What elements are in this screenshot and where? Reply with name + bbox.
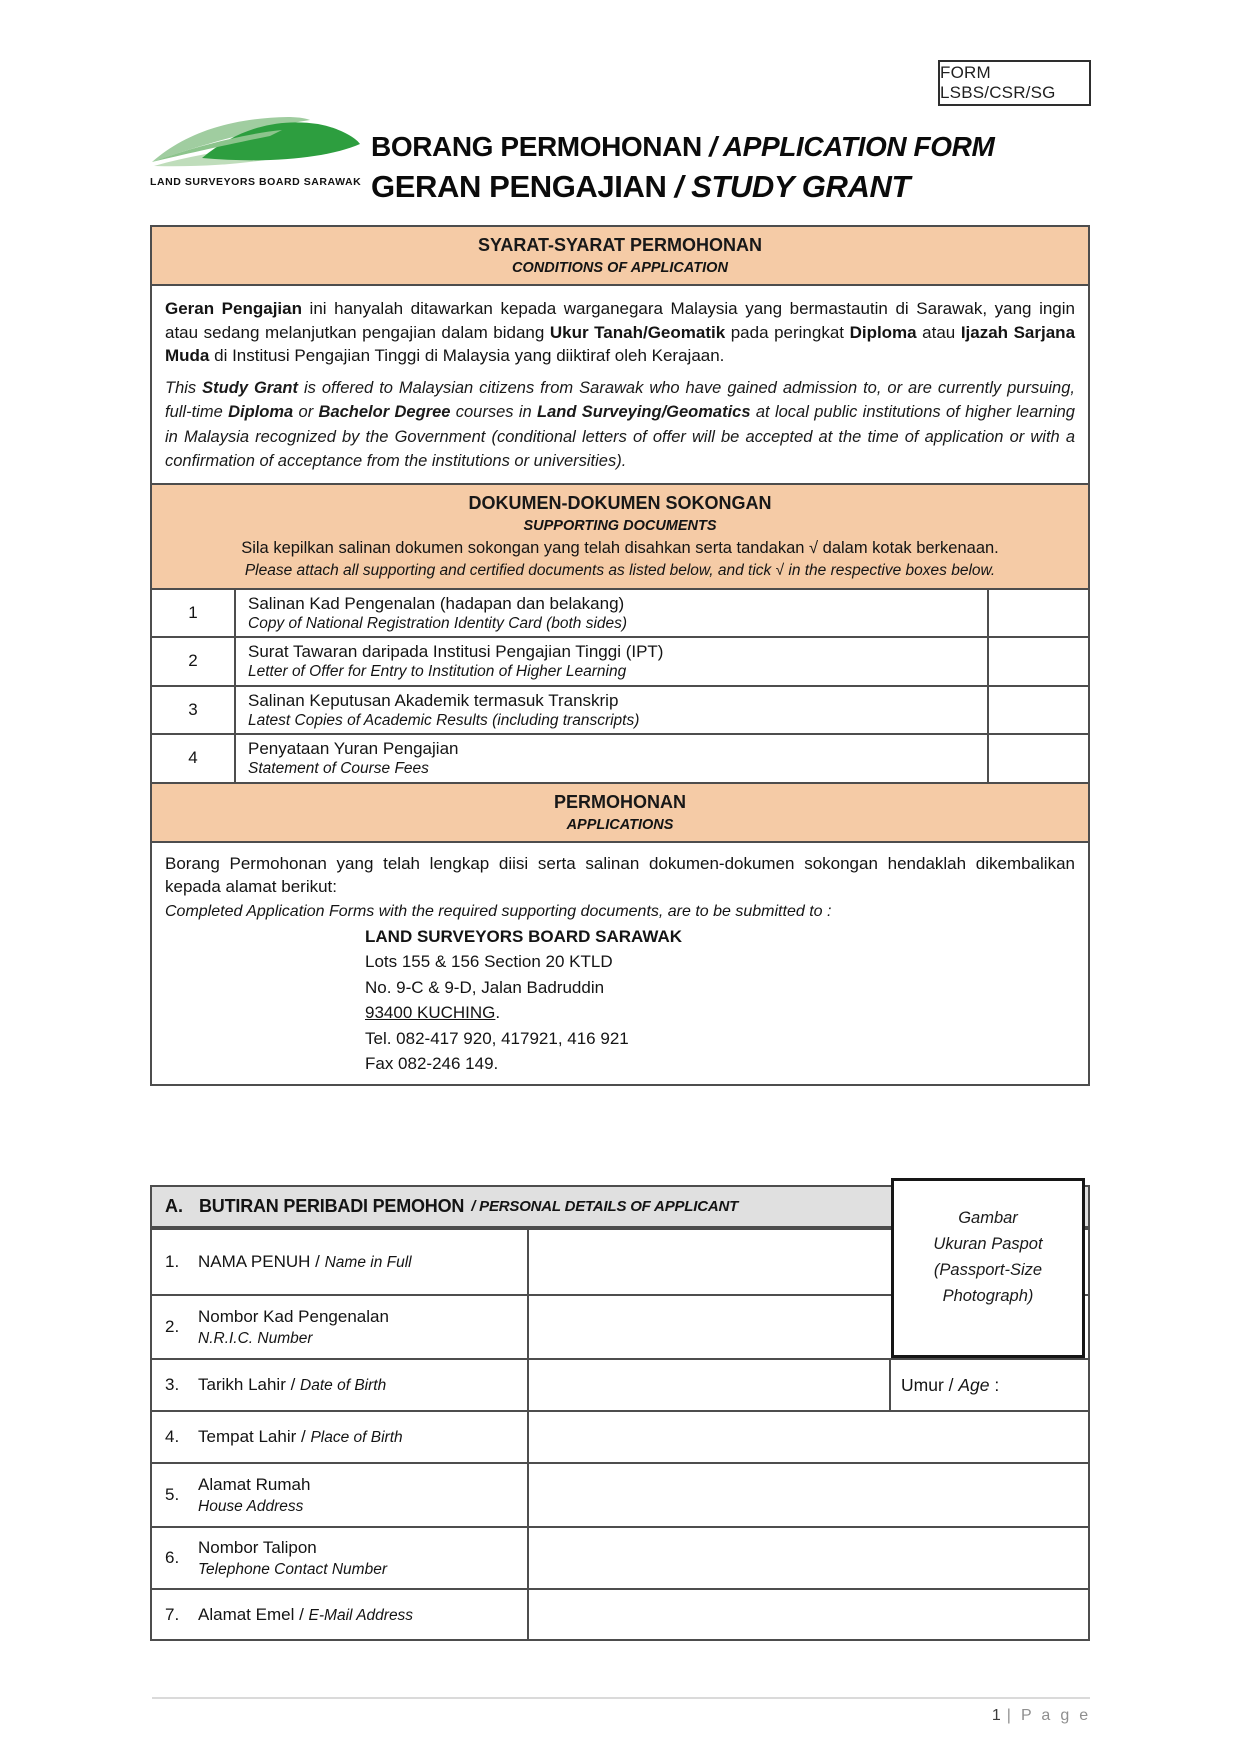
tick-checkbox-cell-1[interactable] — [987, 590, 1088, 637]
document-label-ms: Penyataan Yuran Pengajian — [248, 739, 459, 758]
age-cell[interactable] — [889, 1360, 1088, 1410]
row-date-of-birth: 3. Tarikh Lahir / Date of Birth Umur / Age : — [152, 1358, 1088, 1410]
document-row-4 — [152, 733, 1088, 782]
tick-checkbox-cell-2[interactable] — [987, 638, 1088, 685]
document-label-en: Latest Copies of Academic Results (including transcripts) — [248, 711, 640, 729]
tick-checkbox-cell-4[interactable] — [987, 735, 1088, 782]
main-info-table — [150, 225, 1090, 1086]
document-number: 4 — [152, 735, 236, 782]
applications-title-en: APPLICATIONS — [566, 816, 674, 833]
address-line-2: No. 9-C & 9-D, Jalan Badruddin — [365, 977, 605, 997]
input-telephone-number[interactable] — [529, 1528, 1088, 1588]
conditions-paragraph-ms: Geran Pengajian ini hanyalah ditawarkan kepada warganegara Malaysia yang bermastautin di Sarawak, yang ingin atau sedang melanjutkan pengajian dalam bidang Ukur Tanah/Geomatik pada peringkat Diploma atau Ijazah Sarjana Muda di Institusi Pengajian Tinggi di Malaysia yang diiktiraf oleh Kerajaan. — [165, 299, 1076, 365]
conditions-header — [152, 227, 1088, 284]
page-number: 1 | P a g e — [991, 1707, 1091, 1724]
conditions-body — [152, 284, 1088, 483]
lsbs-logo-graphic — [150, 114, 364, 174]
passport-photo-box[interactable]: Gambar Ukuran Paspot (Passport-Size Photograph) — [891, 1178, 1085, 1358]
address-telephone: Tel. 082-417 920, 417921, 416 921 — [365, 1028, 629, 1048]
submission-paragraph-en: Completed Application Forms with the required supporting documents, are to be submitted to : — [165, 902, 832, 920]
documents-title-ms: DOKUMEN-DOKUMEN SOKONGAN — [468, 492, 772, 513]
title-line-1: BORANG PERMOHONAN / APPLICATION FORM — [371, 131, 995, 162]
row-nric-number: 2. Nombor Kad Pengenalan N.R.I.C. Number — [152, 1294, 1088, 1358]
applications-title-ms: PERMOHONAN — [553, 791, 686, 812]
logo-caption: LAND SURVEYORS BOARD SARAWAK — [150, 176, 362, 188]
row-number: 5. — [165, 1485, 180, 1504]
section-letter: A. — [165, 1196, 183, 1216]
row-name-in-full: 1. NAMA PENUH / Name in Full — [152, 1228, 1088, 1294]
row-number: 2. — [165, 1317, 180, 1336]
section-a-title-ms: BUTIRAN PERIBADI PEMOHON — [199, 1196, 465, 1216]
submission-address — [365, 924, 1075, 1077]
document-label-ms: Salinan Keputusan Akademik termasuk Transkrip — [248, 690, 619, 710]
address-fax: Fax 082-246 149. — [365, 1054, 499, 1073]
conditions-paragraph-en: This Study Grant is offered to Malaysian citizens from Sarawak who have gained admission to, or are currently pursuing, full-time Diploma or Bachelor Degree courses in Land Surveying/Geomatics at local public institutions of higher learning in Malaysia recognized by the Government (conditional letters of offer will be accepted at the time of application or with a confirmation of acceptance from the institutions or universities). — [165, 378, 1075, 470]
documents-instruction-en: Please attach all supporting and certified documents as listed below, and tick √ in the respective boxes below. — [244, 561, 996, 579]
row-telephone-number: 6. Nombor Talipon Telephone Contact Number — [152, 1526, 1088, 1588]
form-code-box — [938, 60, 1091, 106]
document-row-2 — [152, 636, 1088, 685]
document-label-en: Letter of Offer for Entry to Institution of Higher Learning — [248, 663, 627, 680]
row-number: 6. — [165, 1548, 180, 1567]
input-date-of-birth[interactable] — [529, 1360, 889, 1410]
input-place-of-birth[interactable] — [529, 1412, 1088, 1462]
submission-body — [152, 841, 1088, 1084]
row-house-address: 5. Alamat Rumah House Address — [152, 1462, 1088, 1526]
conditions-title-ms: SYARAT-SYARAT PERMOHONAN — [477, 235, 763, 255]
section-a-title-en: / PERSONAL DETAILS OF APPLICANT — [471, 1198, 739, 1215]
input-house-address[interactable] — [529, 1464, 1088, 1526]
input-email-address[interactable] — [529, 1590, 1088, 1639]
document-label-en: Copy of National Registration Identity Card (both sides) — [248, 614, 628, 632]
document-number: 3 — [152, 687, 236, 734]
document-label-en: Statement of Course Fees — [248, 760, 429, 777]
address-org-name: LAND SURVEYORS BOARD SARAWAK — [365, 926, 683, 946]
documents-instruction-ms: Sila kepilkan salinan dokumen sokongan yang telah disahkan serta tandakan √ dalam kotak berkenaan. — [241, 538, 999, 557]
document-row-3 — [152, 685, 1088, 734]
row-place-of-birth: 4. Tempat Lahir / Place of Birth — [152, 1410, 1088, 1462]
form-code-text: FORM LSBS/CSR/SG — [940, 63, 1056, 102]
row-number: 1. — [165, 1252, 180, 1271]
age-label: Umur / Age : — [901, 1374, 1000, 1395]
conditions-title-en: CONDITIONS OF APPLICATION — [512, 260, 728, 276]
documents-title-en: SUPPORTING DOCUMENTS — [523, 517, 717, 534]
documents-header — [152, 483, 1088, 588]
document-number: 2 — [152, 638, 236, 685]
document-label-ms: Surat Tawaran daripada Institusi Pengajian Tinggi (IPT) — [248, 642, 664, 661]
applications-header — [152, 782, 1088, 841]
address-line-1: Lots 155 & 156 Section 20 KTLD — [365, 952, 613, 971]
footer-divider — [152, 1697, 1090, 1699]
tick-checkbox-cell-3[interactable] — [987, 687, 1088, 734]
document-number: 1 — [152, 590, 236, 637]
address-city: 93400 KUCHING. — [365, 1003, 501, 1022]
row-number: 7. — [165, 1604, 180, 1624]
row-email-address: 7. Alamat Emel / E-Mail Address — [152, 1588, 1088, 1639]
row-number: 3. — [165, 1375, 180, 1394]
submission-paragraph-ms: Borang Permohonan yang telah lengkap diisi serta salinan dokumen-dokumen sokongan hendaklah dikembalikan kepada alamat berikut: — [165, 853, 1075, 896]
document-row-1 — [152, 588, 1088, 637]
lsbs-logo — [150, 114, 364, 188]
row-number: 4. — [165, 1427, 180, 1446]
page-title — [371, 127, 994, 208]
document-label-ms: Salinan Kad Pengenalan (hadapan dan belakang) — [248, 593, 625, 613]
title-line-2: GERAN PENGAJIAN / STUDY GRANT — [371, 169, 911, 204]
